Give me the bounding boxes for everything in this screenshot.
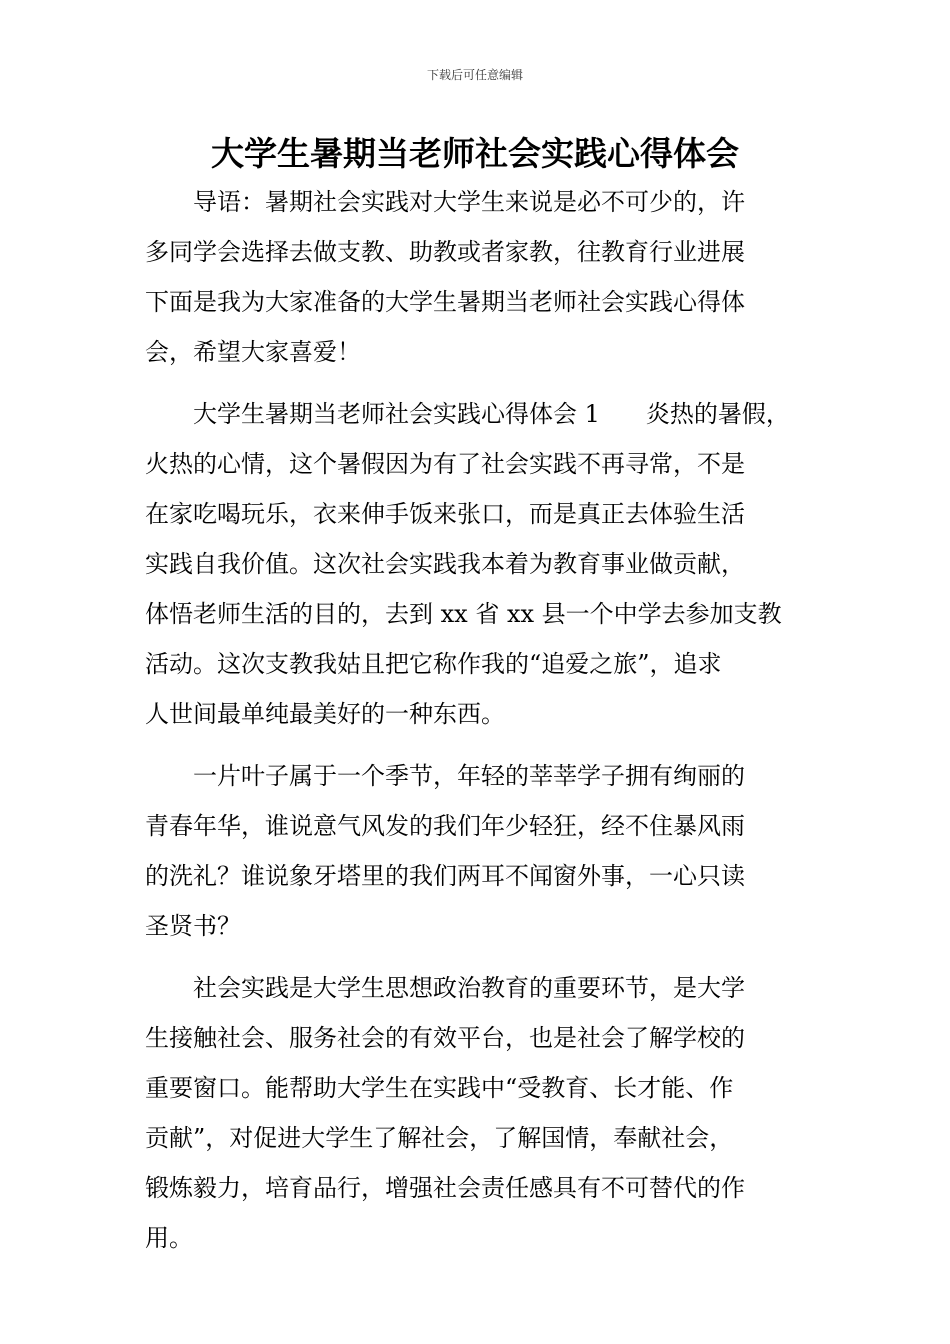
text-line: 的洗礼？谁说象牙塔里的我们两耳不闻窗外事，一心只读 bbox=[145, 862, 745, 890]
text-line: 实践自我价值。这次社会实践我本着为教育事业做贡献， bbox=[145, 550, 745, 578]
text-line: 炎热的暑假， bbox=[645, 400, 790, 428]
section-heading: 大学生暑期当老师社会实践心得体会 1 bbox=[193, 400, 600, 428]
section-heading-line bbox=[145, 389, 805, 439]
text-line: 青春年华，谁说意气风发的我们年少轻狂，经不住暴风雨 bbox=[145, 812, 745, 840]
text-line: 在家吃喝玩乐，衣来伸手饭来张口，而是真正去体验生活 bbox=[145, 500, 745, 528]
text-line: 社会实践是大学生思想政治教育的重要环节，是大学 bbox=[193, 974, 745, 1002]
document-title: 大学生暑期当老师社会实践心得体会 bbox=[211, 134, 739, 173]
text-line: 重要窗口。能帮助大学生在实践中“受教育、长才能、作 bbox=[145, 1074, 734, 1102]
text-line: 锻炼毅力，培育品行，增强社会责任感具有不可替代的作 bbox=[145, 1174, 745, 1202]
text-line: 圣贤书？ bbox=[145, 912, 241, 940]
document-body bbox=[145, 177, 805, 1263]
text-line: 会，希望大家喜爱！ bbox=[145, 338, 361, 366]
text-line: 火热的心情，这个暑假因为有了社会实践不再寻常，不是 bbox=[145, 450, 745, 478]
leaf-paragraph bbox=[145, 751, 805, 951]
section-1-paragraph bbox=[145, 389, 805, 739]
text-line: 体悟老师生活的目的，去到 xx 省 xx 县一个中学去参加支教 bbox=[145, 600, 782, 628]
text-line: 人世间最单纯最美好的一种东西。 bbox=[145, 700, 505, 728]
header-note: 下载后可任意编辑 bbox=[426, 68, 523, 82]
practice-paragraph bbox=[145, 963, 805, 1263]
text-line: 多同学会选择去做支教、助教或者家教，往教育行业进展 bbox=[145, 238, 745, 266]
text-line: 用。 bbox=[145, 1224, 193, 1252]
text-line: 下面是我为大家准备的大学生暑期当老师社会实践心得体 bbox=[145, 288, 745, 316]
intro-paragraph bbox=[145, 177, 805, 377]
text-line: 贡献”，对促进大学生了解社会，了解国情，奉献社会， bbox=[145, 1124, 734, 1152]
text-line: 生接触社会、服务社会的有效平台，也是社会了解学校的 bbox=[145, 1024, 745, 1052]
text-line: 活动。这次支教我姑且把它称作我的“追爱之旅”，追求 bbox=[145, 650, 722, 678]
text-line: 一片叶子属于一个季节，年轻的莘莘学子拥有绚丽的 bbox=[193, 762, 745, 790]
text-line: 导语：暑期社会实践对大学生来说是必不可少的，许 bbox=[193, 188, 745, 216]
